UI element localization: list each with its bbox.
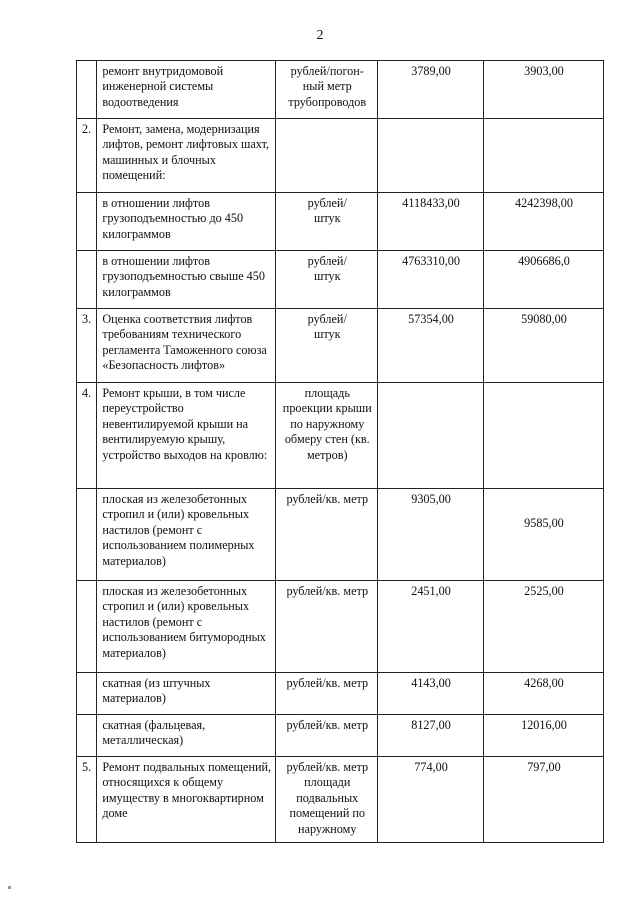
- work-name: в отношении лифтов грузоподъемностью свыше 450 килограммов: [97, 251, 276, 309]
- value-2-cell: 4906686,0: [483, 251, 603, 309]
- value-1-cell: [378, 119, 484, 193]
- value-1-cell: 2451,00: [378, 581, 484, 673]
- table-row: [77, 251, 604, 309]
- row-number: [77, 715, 97, 757]
- value-1-cell: 3789,00: [378, 61, 484, 119]
- row-number: [77, 61, 97, 119]
- value-2-cell: 4242398,00: [483, 193, 603, 251]
- unit-cell: рублей/кв. метр: [276, 581, 378, 673]
- table-row: [77, 309, 604, 383]
- value-2-cell: [483, 119, 603, 193]
- value-2-cell: 59080,00: [483, 309, 603, 383]
- table-row: [77, 715, 604, 757]
- table-row: [77, 193, 604, 251]
- value-1-cell: 4763310,00: [378, 251, 484, 309]
- value-1-cell: 774,00: [378, 757, 484, 843]
- work-name: ремонт внутридомовой инженерной системы водоотведения: [97, 61, 276, 119]
- table-row: [77, 61, 604, 119]
- unit-cell: рублей/кв. метр: [276, 715, 378, 757]
- unit-cell: рублей/ штук: [276, 309, 378, 383]
- row-number: 2.: [77, 119, 97, 193]
- row-number: [77, 673, 97, 715]
- work-name: в отношении лифтов грузоподъемностью до 450 килограммов: [97, 193, 276, 251]
- table-row: [77, 383, 604, 489]
- value-1-cell: 8127,00: [378, 715, 484, 757]
- unit-cell: рублей/ штук: [276, 251, 378, 309]
- work-name: Ремонт подвальных помещений, относящихся к общему имуществу в многоквартирном доме: [97, 757, 276, 843]
- unit-cell: площадь проекции крыши по наружному обмеру стен (кв. метров): [276, 383, 378, 489]
- work-name: скатная (фальцевая, металлическая): [97, 715, 276, 757]
- value-1-cell: 57354,00: [378, 309, 484, 383]
- row-number: [77, 193, 97, 251]
- unit-cell: рублей/кв. метр: [276, 673, 378, 715]
- value-1-cell: 4143,00: [378, 673, 484, 715]
- work-name: Ремонт, замена, модернизация лифтов, ремонт лифтовых шахт, машинных и блочных помещений:: [97, 119, 276, 193]
- scan-speck: [8, 886, 11, 889]
- row-number: [77, 489, 97, 581]
- unit-cell: [276, 119, 378, 193]
- tariff-table: [76, 60, 604, 843]
- value-1-cell: 9305,00: [378, 489, 484, 581]
- unit-cell: рублей/кв. метр площади подвальных помещений по наружному: [276, 757, 378, 843]
- unit-cell: рублей/кв. метр: [276, 489, 378, 581]
- work-name: плоская из железобетонных стропил и (или) кровельных настилов (ремонт с использованием битумородных материалов): [97, 581, 276, 673]
- unit-cell: рублей/ штук: [276, 193, 378, 251]
- value-2-cell: 12016,00: [483, 715, 603, 757]
- work-name: Оценка соответствия лифтов требованиям технического регламента Таможенного союза «Безопасность лифтов»: [97, 309, 276, 383]
- row-number: [77, 251, 97, 309]
- value-2-cell: [483, 383, 603, 489]
- value-2-cell: 797,00: [483, 757, 603, 843]
- value-2-cell: 2525,00: [483, 581, 603, 673]
- work-name: Ремонт крыши, в том числе переустройство невентилируемой крыши на вентилируемую крышу, устройство выходов на кровлю:: [97, 383, 276, 489]
- row-number: [77, 581, 97, 673]
- value-1-cell: 4118433,00: [378, 193, 484, 251]
- table-row: [77, 673, 604, 715]
- table-row: [77, 581, 604, 673]
- page-number: 2: [316, 28, 324, 43]
- row-number: 5.: [77, 757, 97, 843]
- table-row: [77, 489, 604, 581]
- work-name: плоская из железобетонных стропил и (или) кровельных настилов (ремонт с использованием полимерных материалов): [97, 489, 276, 581]
- value-2-cell: 3903,00: [483, 61, 603, 119]
- value-2-cell: 4268,00: [483, 673, 603, 715]
- value-1-cell: [378, 383, 484, 489]
- table-row: [77, 119, 604, 193]
- table-row: [77, 757, 604, 843]
- unit-cell: рублей/погон- ный метр трубопроводов: [276, 61, 378, 119]
- value-2-cell: 9585,00: [483, 489, 603, 581]
- row-number: 4.: [77, 383, 97, 489]
- row-number: 3.: [77, 309, 97, 383]
- work-name: скатная (из штучных материалов): [97, 673, 276, 715]
